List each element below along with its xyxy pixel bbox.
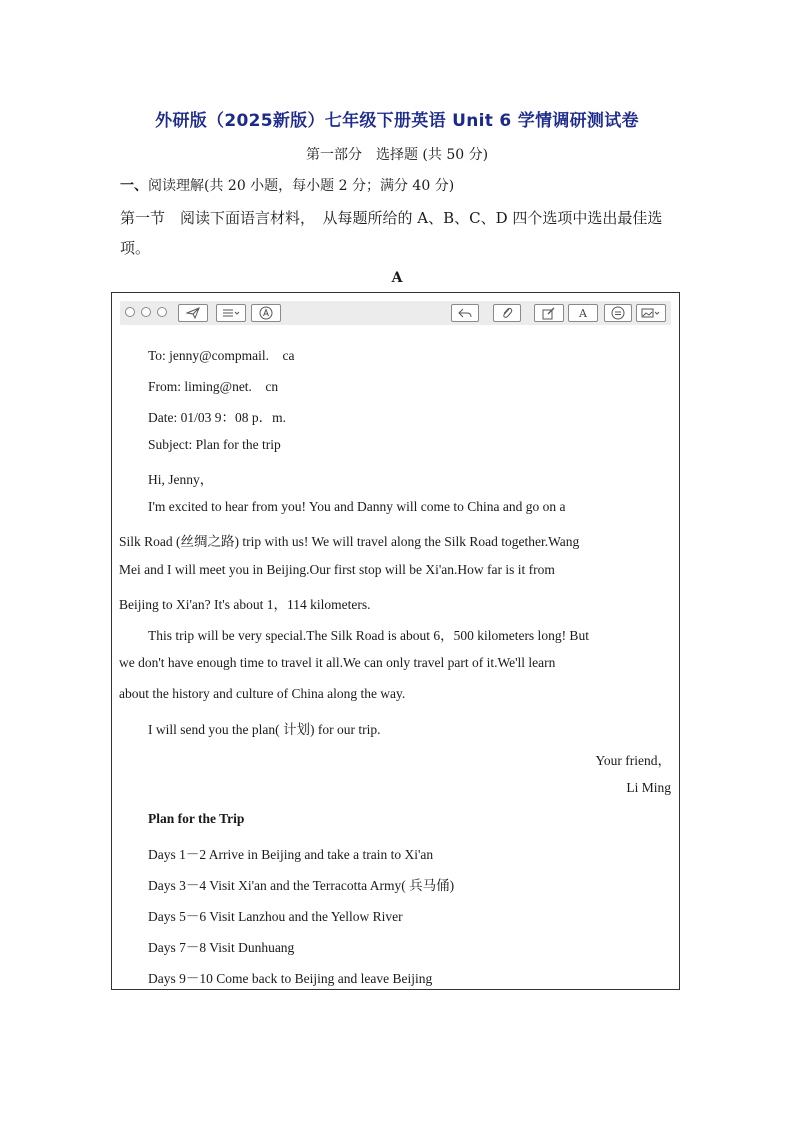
instruction-text: 第一节 阅读下面语言材料， 从每题所给的 A、B、C、D 四个选项中选出最佳选项。	[120, 209, 663, 257]
paragraph-line: we don't have enough time to travel it all.We can only travel part of it.We'll learn	[119, 655, 556, 670]
part-heading: 第一部分 选择题 (共 50 分)	[305, 147, 489, 163]
plan-day-item: Days 3－4 Visit Xi'an and the Terracotta Army( 兵马俑)	[148, 878, 455, 893]
window-dot-3[interactable]	[157, 307, 167, 317]
document-title: 外研版（2025新版）七年级下册英语 Unit 6 学情调研测试卷	[155, 111, 639, 131]
window-dot-2[interactable]	[141, 307, 151, 317]
font-circle-icon	[259, 306, 273, 320]
section-heading	[120, 175, 454, 195]
edit-button[interactable]	[534, 304, 564, 322]
passage-label: A	[391, 270, 403, 286]
reply-icon	[458, 307, 472, 319]
send-icon	[186, 307, 200, 319]
plan-heading: Plan for the Trip	[148, 811, 245, 826]
emoji-icon	[611, 306, 625, 320]
edit-icon	[542, 307, 556, 320]
paragraph-line: Silk Road (丝绸之路) trip with us! We will travel along the Silk Road together.Wang	[119, 534, 580, 549]
image-button[interactable]	[636, 304, 666, 322]
list-icon	[222, 308, 240, 318]
email-greeting: Hi, Jenny，	[148, 472, 214, 487]
email-subject: Subject: Plan for the trip	[148, 437, 281, 452]
send-button[interactable]	[178, 304, 208, 322]
attach-icon	[501, 306, 513, 320]
image-icon	[641, 307, 661, 319]
email-date: Date: 01/03 9：08 p．m.	[148, 410, 286, 425]
email-to: To: jenny@compmail. ca	[148, 348, 295, 363]
paragraph-line: about the history and culture of China along the way.	[119, 686, 406, 701]
plan-day-item: Days 5－6 Visit Lanzhou and the Yellow River	[148, 909, 403, 924]
format-button[interactable]	[251, 304, 281, 322]
text-button[interactable]	[568, 304, 598, 322]
email-signoff: Your friend，	[595, 753, 671, 768]
plan-day-item: Days 1－2 Arrive in Beijing and take a train to Xi'an	[148, 847, 434, 862]
email-toolbar	[120, 301, 671, 325]
section-number: 一、	[120, 178, 148, 194]
reply-button[interactable]	[451, 304, 479, 322]
section-description: 阅读理解(共 20 小题，每小题 2 分；满分 40 分)	[148, 178, 455, 194]
paragraph-line: I'm excited to hear from you! You and Danny will come to China and go on a	[148, 499, 566, 514]
window-dot-1[interactable]	[125, 307, 135, 317]
email-from: From: liming@net. cn	[148, 379, 279, 394]
email-box	[111, 292, 680, 990]
paragraph-line: I will send you the plan( 计划) for our trip.	[148, 722, 381, 737]
plan-day-item: Days 7－8 Visit Dunhuang	[148, 940, 295, 955]
emoji-button[interactable]	[604, 304, 632, 322]
list-button[interactable]	[216, 304, 246, 322]
email-signature: Li Ming	[626, 780, 671, 795]
paragraph-line: This trip will be very special.The Silk Road is about 6，500 kilometers long! But	[148, 628, 589, 643]
paragraph-line: Beijing to Xi'an? It's about 1，114 kilometers.	[119, 597, 371, 612]
text-icon: A	[579, 306, 587, 320]
attach-button[interactable]	[493, 304, 521, 322]
plan-day-item: Days 9－10 Come back to Beijing and leave Beijing	[148, 971, 433, 986]
paragraph-line: Mei and I will meet you in Beijing.Our first stop will be Xi'an.How far is it from	[119, 562, 555, 577]
